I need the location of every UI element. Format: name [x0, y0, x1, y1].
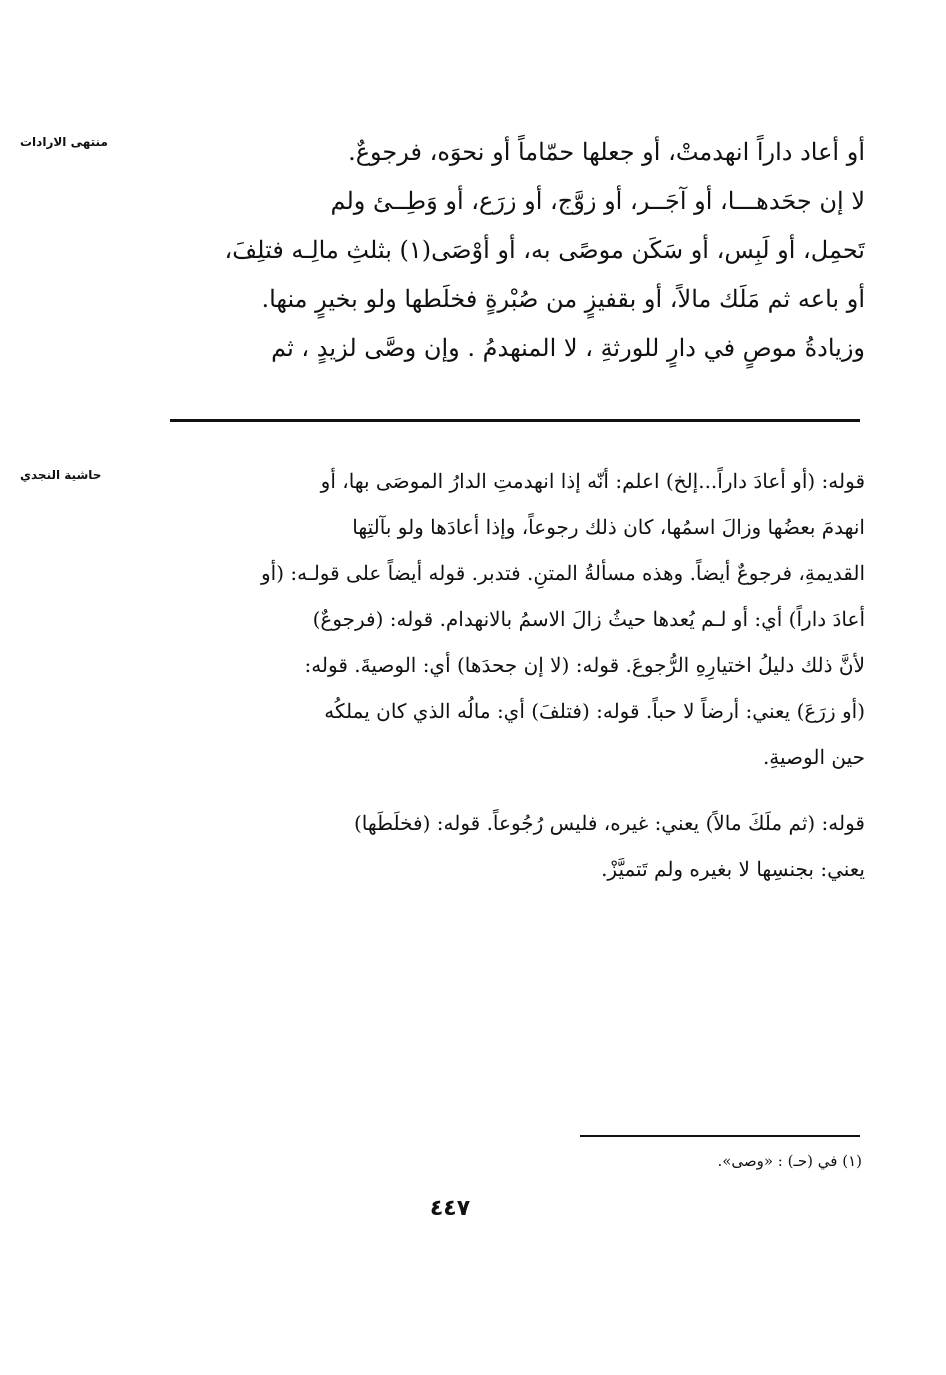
running-header-main: منتهى الارادات [20, 135, 108, 149]
page-number: ٤٤٧ [429, 1196, 471, 1221]
main-text-line: تَحمِل، أو لَبِس، أو سَكَن موصًى به، أو أوْصَى(١) بثلثِ مالِـه فتلِفَ، [224, 236, 865, 264]
footnote-divider [580, 1135, 860, 1137]
commentary-paragraph-2 [165, 800, 865, 892]
commentary-line: يعني: بجنسِها لا بغيره ولم تَتميَّزْ. [601, 857, 865, 881]
commentary-text [165, 458, 865, 892]
commentary-line: قوله: (ثم ملَكَ مالاً) يعني: غيره، فليس رُجُوعاً. قوله: (فخلَطَها) [354, 811, 865, 835]
commentary-line: أعادَ داراً) أي: أو لـم يُعدها حيثُ زالَ الاسمُ بالانهدام. قوله: (فرجوعٌ) [312, 607, 865, 631]
section-divider [170, 419, 860, 422]
main-text-line: لا إن جحَدهـــا، أو آجَــر، أو زوَّج، أو زرَع، أو وَطِــئ ولم [330, 187, 865, 215]
commentary-line: انهدمَ بعضُها وزالَ اسمُها، كان ذلك رجوعاً، وإذا أعادَها ولو بآلتِها [352, 515, 865, 539]
commentary-line: حين الوصيةِ. [762, 745, 865, 769]
commentary-line: لأنَّ ذلك دليلُ اختيارِهِ الرُّجوعَ. قوله: (لا إن جحدَها) أي: الوصيةَ. قوله: [304, 653, 865, 677]
commentary-line: القديمةِ، فرجوعٌ أيضاً. وهذه مسألةُ المتنِ. فتدبر. قوله أيضاً على قولـه: (أو [261, 561, 865, 585]
main-text-line: أو أعاد داراً انهدمتْ، أو جعلها حمّاماً أو نحوَه، فرجوعٌ. [348, 138, 865, 166]
footnote: (١) في (حـ) : «وصى». [717, 1152, 862, 1170]
running-header-commentary: حاشية النجدي [20, 468, 102, 482]
main-text [165, 128, 865, 373]
main-text-line: وزيادةُ موصٍ في دارٍ للورثةِ ، لا المنهدمُ . وإن وصَّى لزيدٍ ، ثم [271, 334, 865, 362]
commentary-line: قوله: (أو أعادَ داراً...إلخ) اعلم: أنّه إذا انهدمتِ الدارُ الموصَى بها، أو [320, 469, 865, 493]
commentary-line: (أو زرَعَ) يعني: أرضاً لا حباً. قوله: (فتلفَ) أي: مالُه الذي كان يملكُه [324, 699, 865, 723]
main-text-line: أو باعه ثم مَلَك مالاً، أو بقفيزٍ من صُبْرةٍ فخلَطها ولو بخيرٍ منها. [261, 285, 865, 313]
